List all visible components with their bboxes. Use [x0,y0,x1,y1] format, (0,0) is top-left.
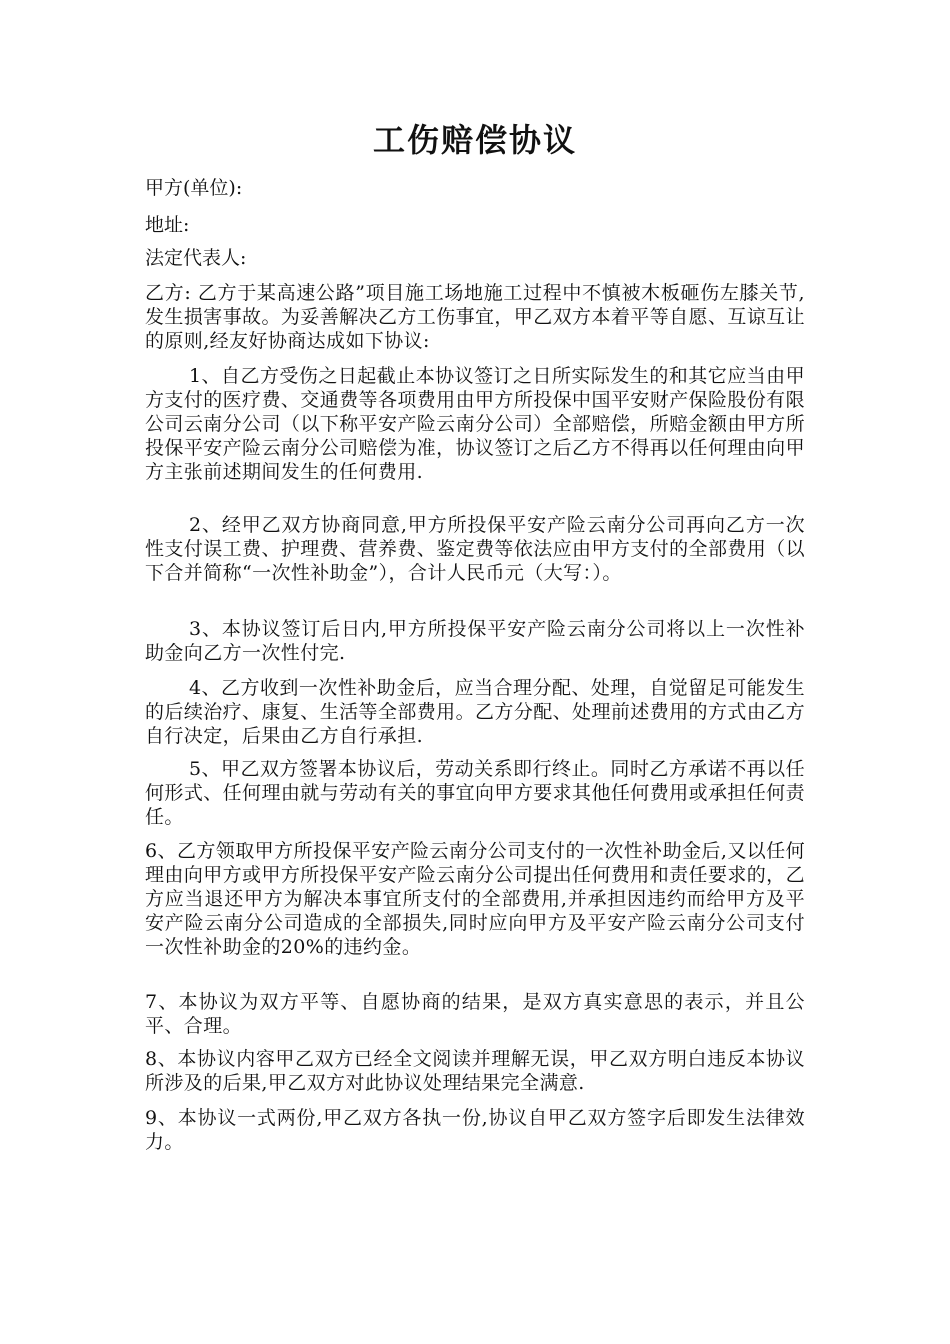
legal-rep-label: 法定代表人: [145,247,247,269]
clause-9: 9、本协议一式两份,甲乙双方各执一份,协议自甲乙双方签字后即发生法律效力。 [145,1107,805,1153]
document-title: 工伤赔偿协议 [372,121,577,159]
clause-6: 6、乙方领取甲方所投保平安产险云南分公司支付的一次性补助金后,又以任何理由向甲方或甲方所投保平安产险云南分公司提出任何费用和责任要求的，乙方应当退还甲方为解决本事宜所支付的全部费用,并承担因违约而给甲方及平安产险云南分公司造成的全部损失,同时应向甲方及平安产险云南分公司支付一次性补助金的20%的违约金。 [145,840,805,958]
party-a-label: 甲方(单位): [145,177,243,199]
clause-7: 7、本协议为双方平等、自愿协商的结果，是双方真实意思的表示，并且公平、合理。 [145,991,805,1037]
clause-5: 5、甲乙双方签署本协议后，劳动关系即行终止。同时乙方承诺不再以任何形式、任何理由就与劳动有关的事宜向甲方要求其他任何费用或承担任何责任。 [145,758,805,828]
clause-4: 4、乙方收到一次性补助金后，应当合理分配、处理，自觉留足可能发生的后续治疗、康复、生活等全部费用。乙方分配、处理前述费用的方式由乙方自行决定，后果由乙方自行承担. [145,677,805,747]
clause-3: 3、本协议签订后日内,甲方所投保平安产险云南分公司将以上一次性补助金向乙方一次性付完. [145,618,805,664]
address-label: 地址: [145,214,190,236]
clause-8: 8、本协议内容甲乙双方已经全文阅读并理解无误，甲乙双方明白违反本协议所涉及的后果,甲乙双方对此协议处理结果完全满意. [145,1048,805,1094]
clause-1: 1、自乙方受伤之日起截止本协议签订之日所实际发生的和其它应当由甲方支付的医疗费、交通费等各项费用由甲方所投保中国平安财产保险股份有限公司云南分公司（以下称平安产险云南分公司）全部赔偿，所赔金额由甲方所投保平安产险云南分公司赔偿为准，协议签订之后乙方不得再以任何理由向甲方主张前述期间发生的任何费用. [145,365,805,483]
party-b-intro: 乙方: 乙方于某高速公路”项目施工场地施工过程中不慎被木板砸伤左膝关节,发生损害事故。为妥善解决乙方工伤事宜，甲乙双方本着平等自愿、互谅互让的原则,经友好协商达成如下协议: [145,282,805,352]
clause-2: 2、经甲乙双方协商同意,甲方所投保平安产险云南分公司再向乙方一次性支付误工费、护理费、营养费、鉴定费等依法应由甲方支付的全部费用（以下合并简称“一次性补助金”），合计人民币元（大写：）。 [145,514,805,584]
